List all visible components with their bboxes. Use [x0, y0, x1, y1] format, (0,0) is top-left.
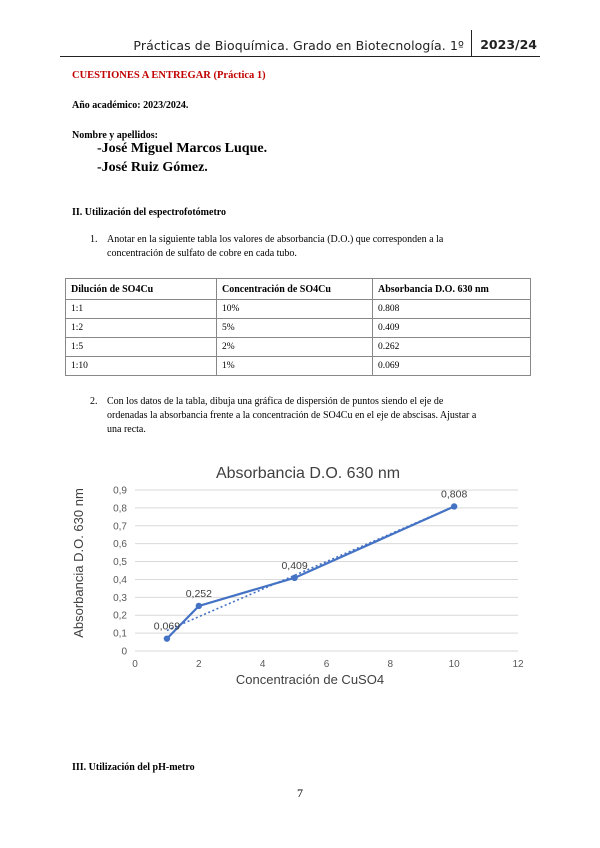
section-heading: CUESTIONES A ENTREGAR (Práctica 1) [72, 70, 266, 81]
y-axis-label: Absorbancia D.O. 630 nm [71, 488, 86, 638]
y-tick-label: 0,4 [113, 574, 127, 586]
y-tick-label: 0,5 [113, 557, 127, 569]
table-cell: 0.409 [373, 319, 531, 338]
table-cell: 10% [217, 300, 373, 319]
series-line [167, 506, 454, 638]
absorbance-table [65, 278, 531, 376]
table-row [66, 300, 531, 319]
x-axis-ticks [132, 659, 524, 670]
table-cell: 1:1 [66, 300, 217, 319]
y-tick-label: 0,7 [113, 521, 127, 533]
q2-text-line1: Con los datos de la tabla, dibuja una gráfica de dispersión de puntos siendo el eje de [107, 396, 444, 407]
q2-text-line2: ordenadas la absorbancia frente a la concentración de SO4Cu en el eje de abscisas. Ajustar a [107, 410, 477, 421]
table-row [66, 319, 531, 338]
header-title: Prácticas de Bioquímica. Grado en Biotecnología. 1º [133, 38, 464, 53]
x-tick-label: 10 [448, 659, 460, 670]
x-axis-label: Concentración de CuSO4 [235, 672, 385, 687]
x-tick-label: 4 [259, 659, 266, 670]
table-cell: 1% [217, 357, 373, 376]
data-point [451, 503, 457, 509]
y-tick-label: 0,6 [113, 539, 127, 551]
y-tick-label: 0,9 [113, 485, 127, 497]
y-tick-label: 0 [121, 646, 127, 658]
data-point [291, 575, 297, 581]
chart-grid [135, 490, 518, 651]
table-cell: 0.808 [373, 300, 531, 319]
q2-text-line3: una recta. [107, 424, 146, 435]
data-point [196, 603, 202, 609]
data-label: 0,069 [153, 620, 181, 633]
q2-number: 2. [90, 396, 98, 407]
y-tick-label: 0,8 [113, 503, 127, 515]
x-tick-label: 12 [512, 659, 524, 670]
page-header [60, 30, 540, 57]
table-header: Dilución de SO4Cu [66, 279, 217, 300]
y-tick-label: 0,3 [113, 592, 127, 604]
q1-text-line1: Anotar en la siguiente tabla los valores de absorbancia (D.O.) que corresponden a la [107, 234, 444, 245]
absorbance-chart [62, 455, 542, 690]
table-cell: 2% [217, 338, 373, 357]
header-separator [471, 30, 472, 56]
y-axis-ticks [113, 486, 127, 658]
table-header-row [66, 279, 531, 300]
q1-text-line2: concentración de sulfato de cobre en cada tubo. [107, 248, 297, 259]
x-tick-label: 2 [196, 659, 202, 670]
data-point [164, 635, 170, 641]
table-cell: 0.262 [373, 338, 531, 357]
x-tick-label: 6 [323, 659, 330, 670]
data-label: 0,252 [185, 587, 212, 600]
data-label: 0,808 [441, 488, 468, 501]
student-name-1: -José Miguel Marcos Luque. [97, 141, 268, 156]
table-cell: 5% [217, 319, 373, 338]
table-cell: 1:5 [66, 338, 217, 357]
table-header: Concentración de SO4Cu [217, 279, 373, 300]
academic-year: Año académico: 2023/2024. [72, 100, 189, 111]
chart-title: Absorbancia D.O. 630 nm [215, 465, 401, 482]
header-year: 2023/24 [480, 37, 537, 52]
chart-plot-area [154, 488, 468, 641]
table-cell: 1:2 [66, 319, 217, 338]
q1-number: 1. [90, 234, 98, 245]
student-name-2: -José Ruiz Gómez. [97, 160, 208, 175]
table-row [66, 338, 531, 357]
section-2-title: II. Utilización del espectrofotómetro [72, 207, 227, 218]
table-cell: 0.069 [373, 357, 531, 376]
names-label: Nombre y apellidos: [72, 130, 158, 141]
y-tick-label: 0,1 [113, 628, 127, 640]
table-cell: 1:10 [66, 357, 217, 376]
data-label: 0,409 [281, 559, 308, 572]
table-row [66, 357, 531, 376]
x-tick-label: 8 [387, 659, 394, 670]
y-tick-label: 0,2 [113, 610, 127, 622]
page-number: 7 [297, 786, 303, 800]
section-3-title: III. Utilización del pH-metro [72, 762, 195, 773]
x-tick-label: 0 [132, 659, 138, 670]
table-header: Absorbancia D.O. 630 nm [373, 279, 531, 300]
